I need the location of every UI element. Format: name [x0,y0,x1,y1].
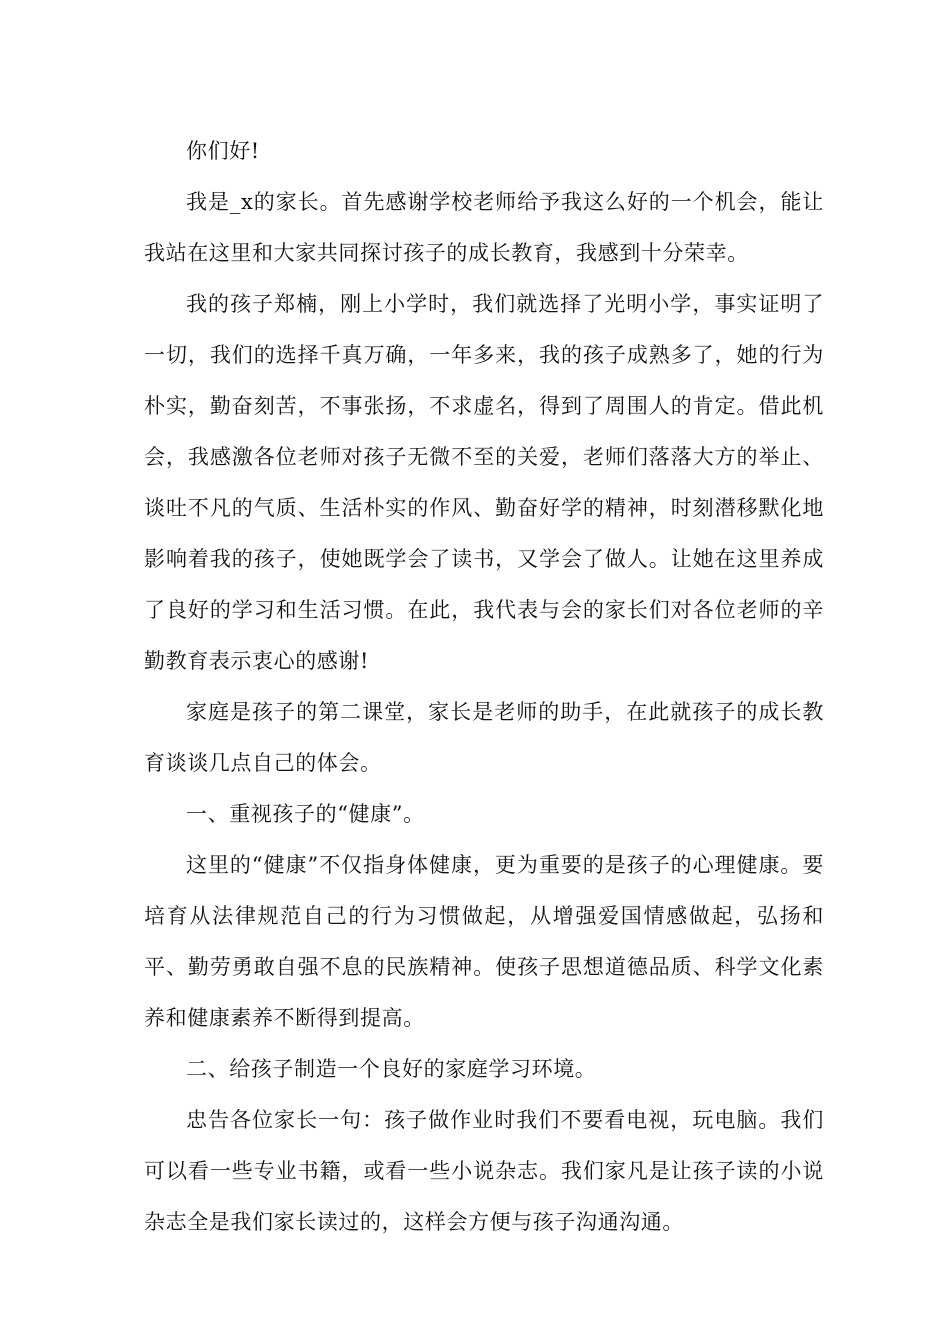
document-body [144,126,824,1248]
paragraph-child-description: 我的孩子郑楠，刚上小学时，我们就选择了光明小学，事实证明了一切，我们的选择千真万确，一年多来，我的孩子成熟多了，她的行为朴实，勤奋刻苦，不事张扬，不求虚名，得到了周围人的肯定。借此机会，我感激各位老师对孩子无微不至的关爱，老师们落落大方的举止、谈吐不凡的气质、生活朴实的作风、勤奋好学的精神，时刻潜移默化地影响着我的孩子，使她既学会了读书，又学会了做人。让她在这里养成了良好的学习和生活习惯。在此，我代表与会的家长们对各位老师的辛勤教育表示衷心的感谢! [144,292,824,673]
section-heading-health: 一、重视孩子的“健康”。 [186,802,425,826]
paragraph-family-education: 家庭是孩子的第二课堂，家长是老师的助手，在此就孩子的成长教育谈谈几点自己的体会。 [144,700,824,775]
paragraph-greeting: 你们好! [186,139,260,163]
paragraph-health: 这里的“健康”不仅指身体健康，更为重要的是孩子的心理健康。要培育从法律规范自己的行为习惯做起，从增强爱国情感做起，弘扬和平、勤劳勇敢自强不息的民族精神。使孩子思想道德品质、科学文化素养和健康素养不断得到提高。 [144,853,824,1030]
section-heading-environment: 二、给孩子制造一个良好的家庭学习环境。 [186,1057,597,1081]
paragraph-introduction: 我是_x的家长。首先感谢学校老师给予我这么好的一个机会，能让我站在这里和大家共同探讨孩子的成长教育，我感到十分荣幸。 [144,190,824,265]
paragraph-environment: 忠告各位家长一句：孩子做作业时我们不要看电视，玩电脑。我们可以看一些专业书籍，或看一些小说杂志。我们家凡是让孩子读的小说杂志全是我们家长读过的，这样会方便与孩子沟通沟通。 [144,1108,824,1234]
